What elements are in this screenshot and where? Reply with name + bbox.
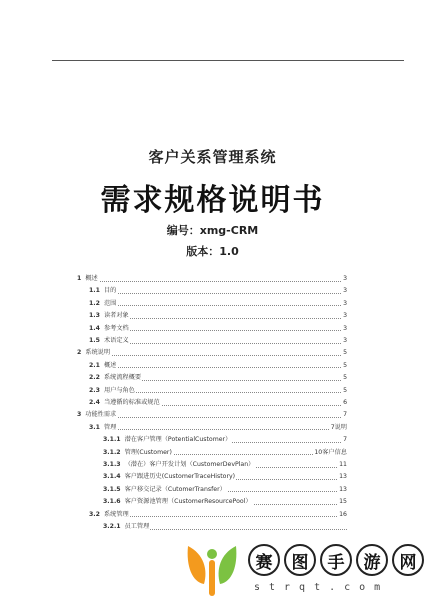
toc-leader-dots — [77, 417, 347, 418]
toc-entry-number: 2.4 — [89, 399, 100, 406]
toc-entry-page: 5 — [343, 374, 347, 382]
toc-entry-number: 1.3 — [89, 312, 100, 320]
toc-entry — [89, 423, 347, 433]
toc-entry-title: （潜在）客户开发计划（CustomerDevPlan） — [124, 461, 255, 468]
toc-entry-number: 1.2 — [89, 299, 100, 307]
toc-entry-label — [103, 460, 255, 470]
document-version: 版本：1.0 — [186, 245, 239, 258]
toc-entry-title: 当遵循的标准或规范 — [103, 399, 160, 406]
toc-entry-title: 客户移交记录（CutomerTransfer） — [124, 485, 226, 493]
document-subtitle: 客户关系管理系统 — [148, 148, 277, 166]
toc-entry-title: 员工管理 — [124, 523, 150, 530]
toc-entry-page: 3 — [343, 275, 347, 282]
toc-entry — [89, 311, 347, 321]
toc-entry-page — [313, 448, 347, 458]
toc-entry-label — [103, 522, 150, 532]
toc-entry-page: 7说明 — [330, 423, 347, 431]
toc-entry-number: 2.3 — [89, 386, 100, 394]
toc-entry — [89, 286, 347, 296]
toc-entry-page: 5 — [343, 386, 347, 394]
toc-entry — [103, 485, 347, 495]
toc-entry-title: 目的 — [103, 287, 117, 295]
toc-entry-number: 3.1 — [89, 423, 100, 431]
toc-entry-note: 10客户信息 — [314, 448, 347, 456]
toc-entry-title: 用户与角色 — [103, 386, 135, 394]
toc-entry-title: 管理 — [103, 423, 117, 431]
watermark-char: 图 — [284, 544, 316, 576]
toc-entry-label — [89, 311, 130, 321]
toc-entry-number: 3.1.6 — [103, 498, 121, 506]
toc-entry-label — [103, 497, 253, 507]
toc-entry — [103, 472, 347, 482]
toc-entry-title: 读者对象 — [103, 312, 129, 320]
toc-entry-label — [89, 324, 130, 334]
toc-entry-page: 5 — [343, 361, 347, 369]
toc-entry-number: 3.1.5 — [103, 485, 121, 493]
toc-entry — [103, 448, 347, 458]
toc-entry-number: 1.5 — [89, 337, 100, 344]
toc-entry-title: 管理(Customer) — [124, 448, 172, 456]
toc-entry-number: 3.1.4 — [103, 473, 121, 481]
toc-leader-dots — [77, 355, 347, 356]
toc-entry — [103, 460, 347, 470]
toc-entry-page: 7 — [343, 436, 347, 444]
toc-entry-number: 1.4 — [89, 324, 100, 332]
watermark-characters — [248, 544, 424, 578]
toc-entry-page: 13 — [339, 485, 347, 493]
toc-entry-label — [89, 510, 130, 520]
toc-entry — [77, 410, 347, 420]
header-rule — [52, 60, 404, 61]
toc-entry-title: 系统说明 — [85, 349, 111, 357]
toc-entry-page: 3 — [343, 337, 347, 344]
toc-entry-label — [89, 373, 142, 383]
toc-entry-number: 2 — [77, 349, 82, 357]
toc-entry-number: 1 — [77, 275, 82, 282]
watermark-logo-icon — [182, 540, 242, 600]
toc-entry-page: 7 — [343, 411, 347, 419]
toc-entry-title: 概述 — [103, 361, 117, 369]
document-code: 编号：xmg-CRM — [166, 224, 259, 237]
toc-leader-dots — [89, 293, 347, 294]
toc-entry — [89, 299, 347, 309]
toc-entry-number: 3.1.2 — [103, 448, 121, 456]
toc-entry-page: 5 — [343, 349, 347, 357]
toc-entry-label — [89, 398, 161, 408]
toc-entry-label — [77, 348, 111, 358]
watermark — [182, 540, 422, 600]
toc-entry — [103, 497, 347, 507]
toc-entry-label — [77, 410, 117, 420]
toc-entry — [77, 274, 347, 284]
toc-entry-page: 3 — [343, 299, 347, 307]
toc-entry-label — [89, 336, 130, 346]
toc-entry — [89, 336, 347, 346]
toc-entry — [103, 522, 347, 532]
toc-entry-title: 客户资源池管理（CustomerResourcePool） — [124, 498, 252, 506]
toc-entry-number: 3.1.3 — [103, 461, 121, 468]
toc-entry-title: 范围 — [103, 299, 117, 307]
toc-entry — [89, 398, 347, 408]
document-title: 需求规格说明书 — [100, 183, 325, 218]
toc-entry-number: 2.1 — [89, 361, 100, 369]
watermark-char: 手 — [320, 544, 352, 576]
toc-entry-number: 1.1 — [89, 287, 100, 295]
toc-leader-dots — [89, 367, 347, 368]
toc-entry-page: 11 — [339, 461, 347, 468]
toc-entry — [89, 386, 347, 396]
watermark-char: 网 — [392, 544, 424, 576]
toc-entry-title: 术语定义 — [103, 337, 129, 344]
toc-entry — [89, 373, 347, 383]
toc-entry-page: 15 — [339, 498, 347, 506]
toc-entry-label — [103, 435, 232, 445]
watermark-char: 游 — [356, 544, 388, 576]
toc-entry-title: 系统管理 — [103, 510, 129, 518]
toc-entry-number: 3.2.1 — [103, 523, 121, 530]
toc-entry-label — [103, 472, 236, 482]
toc-entry-number: 3.2 — [89, 510, 100, 518]
toc-leader-dots — [89, 305, 347, 306]
toc-entry-label — [89, 286, 117, 296]
toc-entry-page: 3 — [343, 287, 347, 295]
toc-entry-label — [103, 448, 173, 458]
toc-entry-label — [89, 386, 136, 396]
toc-entry-title: 概述 — [85, 275, 98, 282]
toc-entry-number: 3.1.1 — [103, 436, 121, 444]
toc-leader-dots — [89, 429, 347, 430]
toc-entry-number: 2.2 — [89, 374, 100, 382]
toc-entry-note: 说明 — [334, 423, 347, 431]
toc-entry-page: 3 — [343, 312, 347, 320]
toc-entry — [89, 361, 347, 371]
toc-leader-dots — [77, 281, 347, 282]
watermark-domain: strqt.com — [254, 582, 390, 593]
watermark-char: 赛 — [248, 544, 280, 576]
toc-entry-label — [103, 485, 227, 495]
toc-entry — [103, 435, 347, 445]
toc-entry-number: 3 — [77, 411, 82, 419]
toc-entry — [89, 510, 347, 520]
toc-entry-label — [89, 423, 117, 433]
toc-entry-title: 参考文档 — [103, 324, 129, 332]
toc-entry-page: 3 — [343, 324, 347, 332]
toc-entry-title: 潜在客户管理（PotentialCustomer） — [124, 436, 232, 444]
toc-entry — [77, 348, 347, 358]
toc-entry-label — [89, 361, 117, 371]
toc-entry-page: 13 — [339, 473, 347, 481]
toc-entry-title: 系统流程概要 — [103, 374, 142, 382]
toc-entry-label — [77, 274, 99, 284]
toc-entry-page: 6 — [343, 399, 347, 406]
toc-entry-title: 客户跟进历史(CustomerTraceHistory) — [124, 473, 236, 481]
toc-entry-title: 功能性需求 — [85, 411, 117, 419]
toc-entry — [89, 324, 347, 334]
toc-entry-label — [89, 299, 117, 309]
toc-entry-page: 16 — [339, 510, 347, 518]
